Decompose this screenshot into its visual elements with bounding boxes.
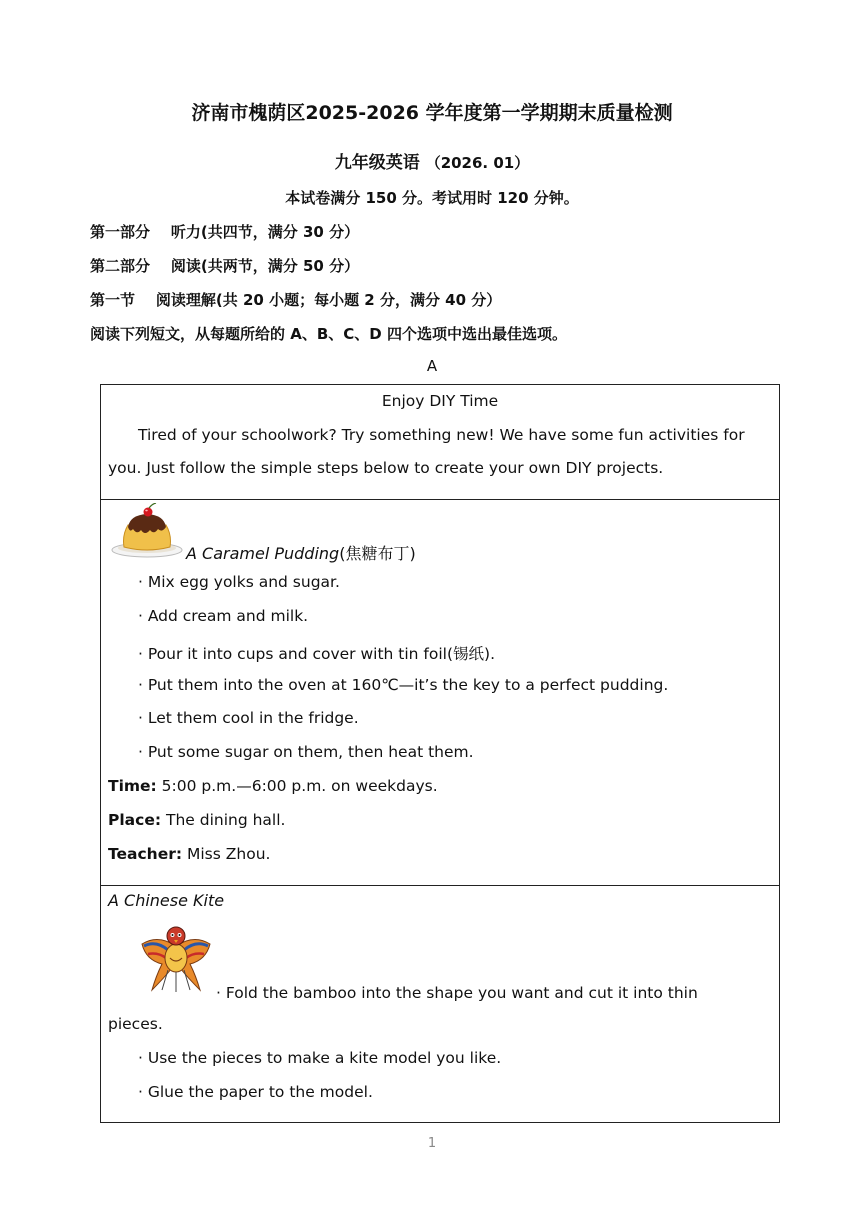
pudding-step-2: · Add cream and milk. xyxy=(138,607,309,625)
subject-title xyxy=(0,148,864,173)
pudding-title-cn: (焦糖布丁) xyxy=(339,544,416,563)
intro-line-2: you. Just follow the simple steps below to create your own DIY projects. xyxy=(108,459,664,477)
part1-heading: 第一部分 听力(共四节，满分 30 分） xyxy=(90,223,360,241)
pudding-time xyxy=(108,777,438,795)
time-value: 5:00 p.m.—6:00 p.m. on weekdays. xyxy=(156,777,438,795)
exam-info: 本试卷满分 150 分。考试用时 120 分钟。 xyxy=(285,189,579,207)
kite-image xyxy=(138,924,214,994)
pudding-teacher xyxy=(108,845,270,863)
pudding-heading xyxy=(186,541,416,564)
document-title: 济南市槐荫区2025-2026 学年度第一学期期末质量检测 xyxy=(191,102,673,124)
place-label: Place: xyxy=(108,811,162,829)
teacher-value: Miss Zhou. xyxy=(182,845,271,863)
kite-title: A Chinese Kite xyxy=(108,891,225,910)
kite-step-2: · Use the pieces to make a kite model you like. xyxy=(138,1049,502,1067)
pudding-step-4: · Put them into the oven at 160℃—it’s the key to a perfect pudding. xyxy=(138,676,669,694)
pudding-title: A Caramel Pudding xyxy=(186,544,340,563)
page-number: 1 xyxy=(427,1136,437,1151)
pudding-place xyxy=(108,811,285,829)
subject-name: 九年级英语 xyxy=(334,153,420,173)
pudding-step-3: · Pour it into cups and cover with tin foil(锡纸). xyxy=(138,645,495,663)
reading-instruction: 阅读下列短文，从每题所给的 A、B、C、D 四个选项中选出最佳选项。 xyxy=(90,325,567,343)
pudding-step-5: · Let them cool in the fridge. xyxy=(138,709,359,727)
time-label: Time: xyxy=(108,777,157,795)
pudding-step-6: · Put some sugar on them, then heat them. xyxy=(138,743,474,761)
passage-label: A xyxy=(426,357,438,375)
section1-heading: 第一节 阅读理解(共 20 小题；每小题 2 分，满分 40 分） xyxy=(90,291,502,309)
intro-line-1: Tired of your schoolwork? Try something new! We have some fun activities for xyxy=(138,426,745,444)
kite-step-3: · Glue the paper to the model. xyxy=(138,1083,373,1101)
kite-step-1b: pieces. xyxy=(108,1015,163,1033)
place-value: The dining hall. xyxy=(161,811,286,829)
pudding-step-1: · Mix egg yolks and sugar. xyxy=(138,573,340,591)
pudding-image xyxy=(110,503,184,559)
passage-title: Enjoy DIY Time xyxy=(381,392,499,410)
exam-date: （2026. 01） xyxy=(425,154,530,172)
kite-step-1a: · Fold the bamboo into the shape you want and cut it into thin xyxy=(216,984,698,1002)
part2-heading: 第二部分 阅读(共两节，满分 50 分） xyxy=(90,257,360,275)
teacher-label: Teacher: xyxy=(108,845,183,863)
